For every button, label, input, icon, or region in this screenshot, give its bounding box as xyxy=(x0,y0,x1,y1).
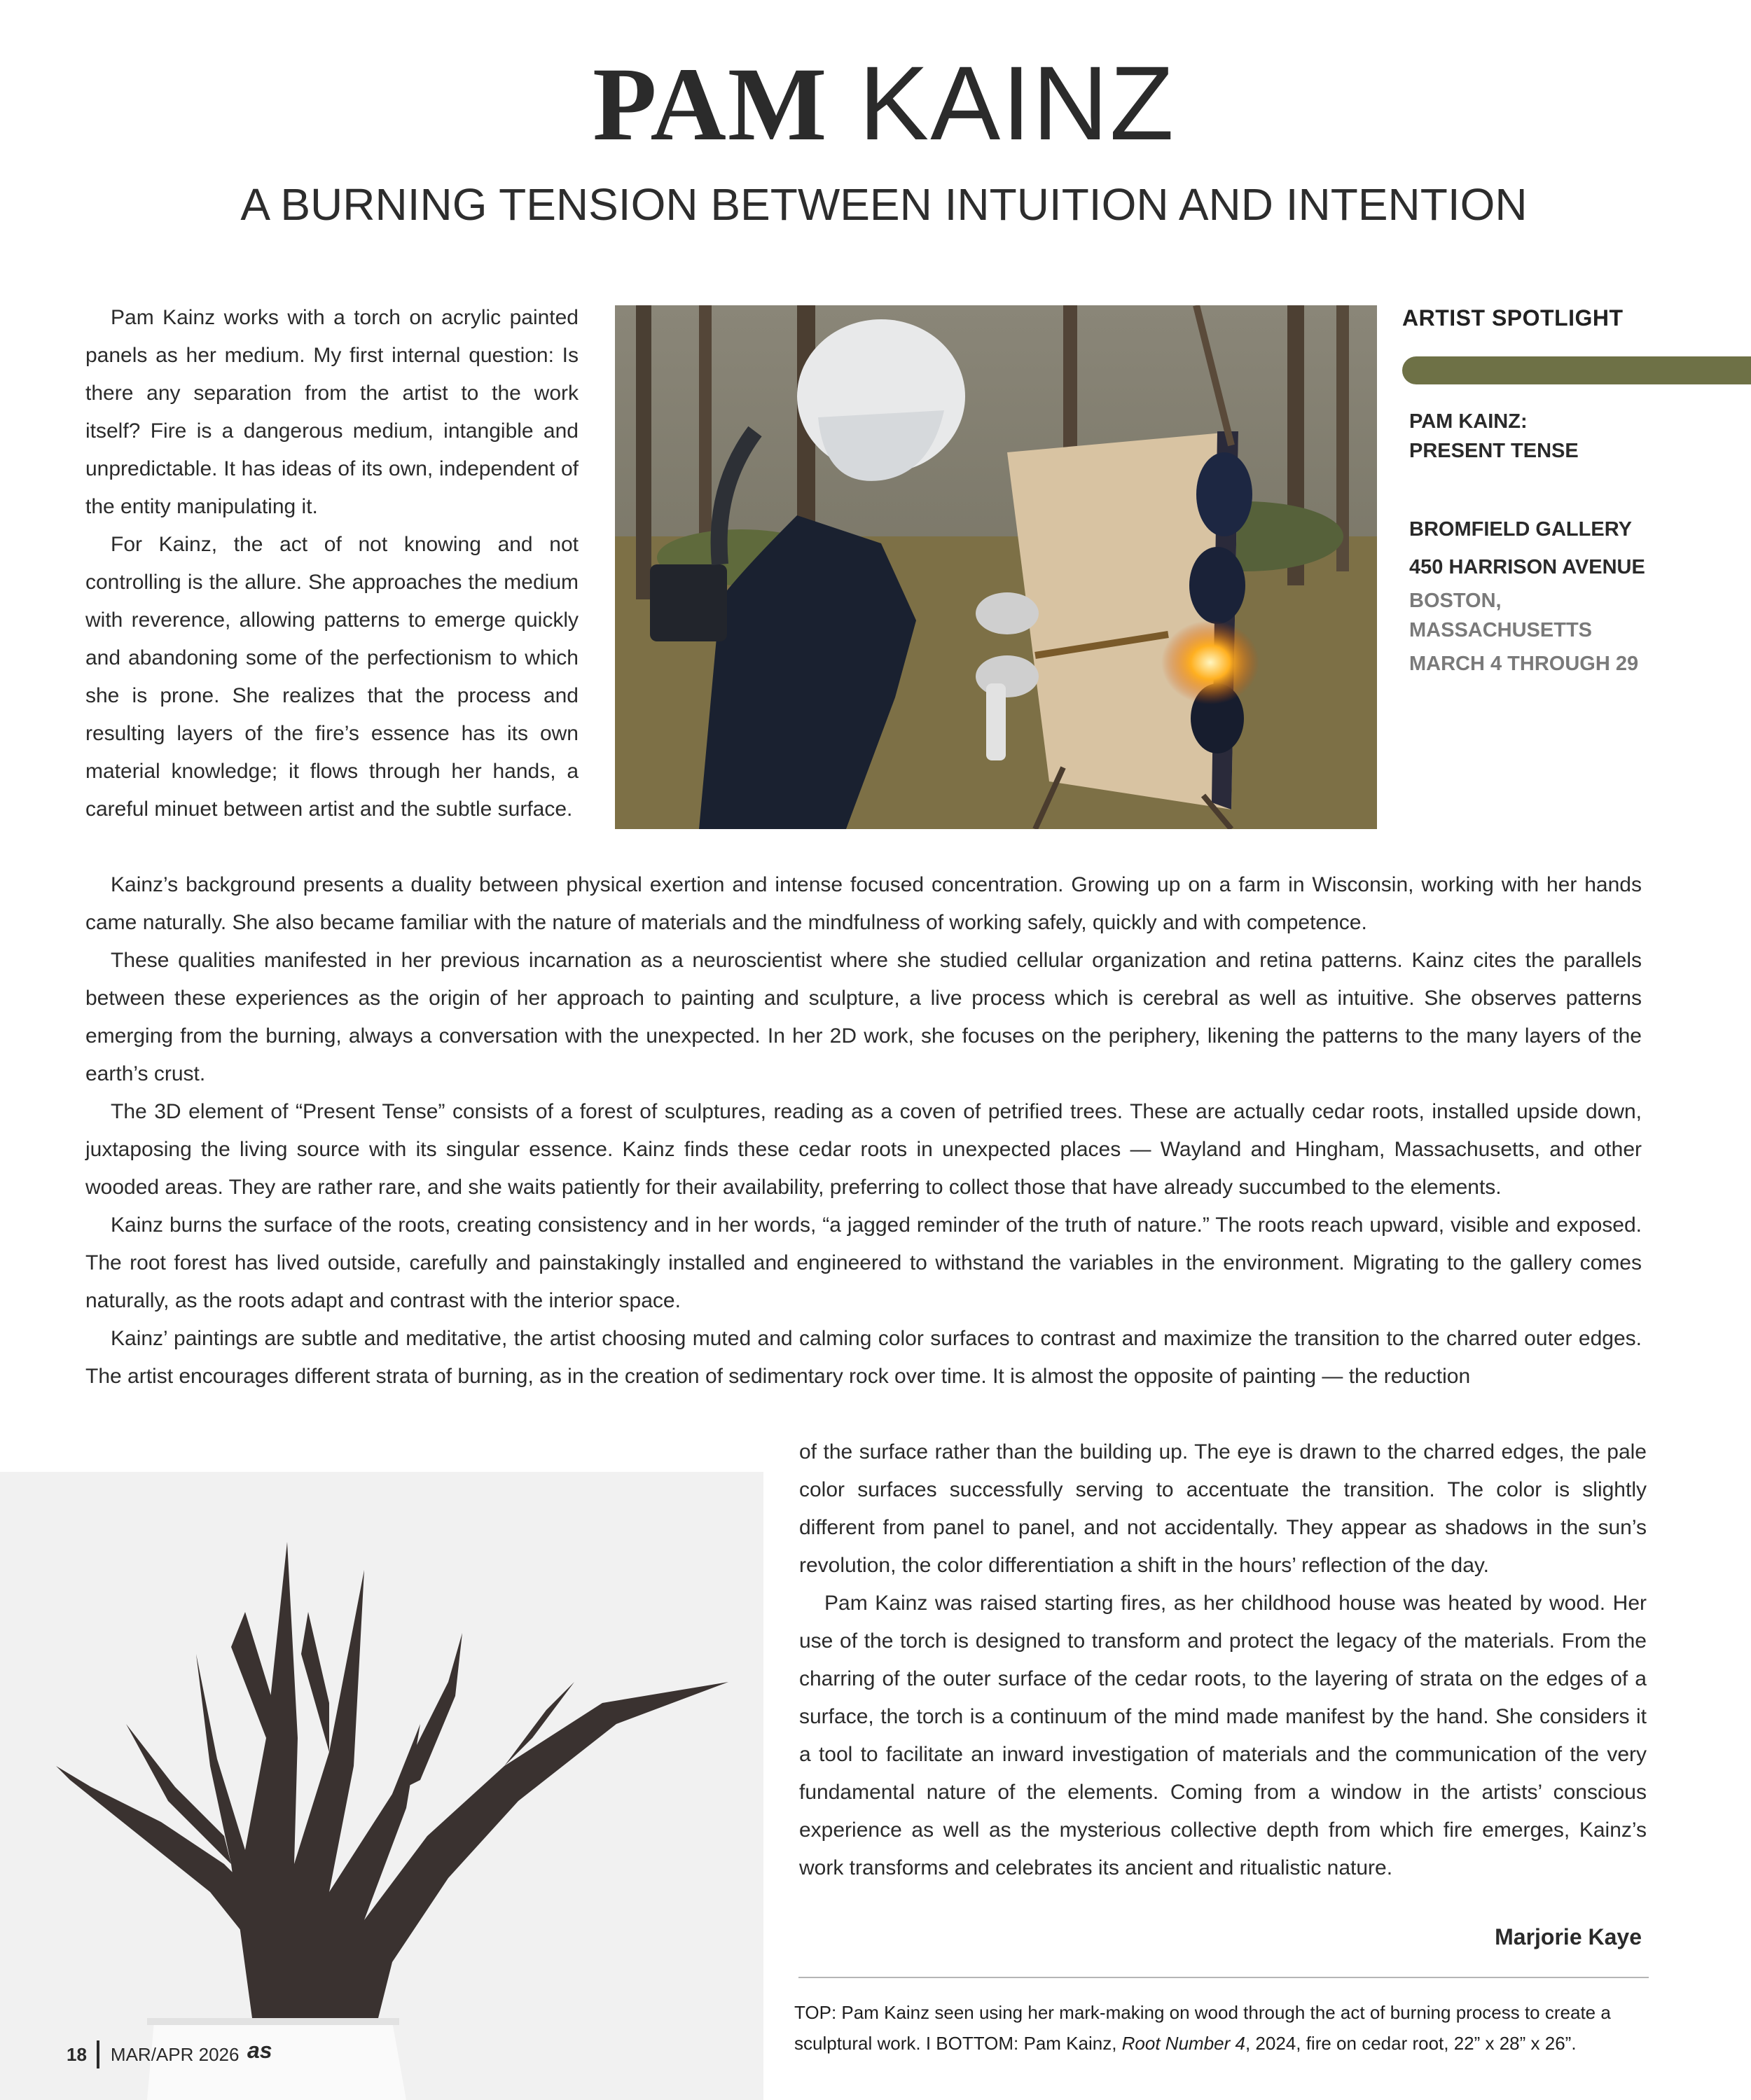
article-column-full xyxy=(85,866,1642,1396)
paragraph: Kainz’ paintings are subtle and meditative, the artist choosing muted and calming color surfaces to contrast and maximize the transition to the charred outer edges. The artist encourages different strata of burning, as in the creation of sedimentary rock over time. It is almost the opposite of painting — the reduction xyxy=(85,1327,1642,1388)
page-footer xyxy=(67,2038,284,2071)
issue-date: MAR/APR 2026 xyxy=(110,2044,240,2065)
paragraph: The 3D element of “Present Tense” consists of a forest of sculptures, reading as a coven of petrified trees. These are actually cedar roots, installed upside down, juxtaposing the living source with its singular essence. Kainz finds these cedar roots in unexpected places — Wayland and Hingham, Massachusetts, and other wooded areas. They are rather rare, and she waits patiently for their availability, preferring to collect those that have already succumbed to the elements. xyxy=(85,1100,1642,1199)
exhibition-title-line: PAM KAINZ: xyxy=(1409,410,1528,433)
venue-state: MASSACHUSETTS xyxy=(1409,619,1593,641)
caption-details: , 2024, fire on cedar root, 22” x 28” x 26”. xyxy=(1245,2033,1577,2054)
caption-artwork-title: Root Number 4 xyxy=(1121,2033,1245,2054)
artist-burning-photo xyxy=(615,305,1377,829)
page-number: 18 xyxy=(67,2044,87,2065)
magazine-logo-graphic xyxy=(247,2040,284,2061)
root-sculpture-illustration xyxy=(0,1472,763,2100)
paragraph: These qualities manifested in her previous incarnation as a neuroscientist where she studied cellular organization and retina patterns. Kainz cites the parallels between these experiences as the origin of her approach to painting and sculpture, a live process which is cerebral as well as intuitive. She observes patterns emerging from the burning, always a conversation with the unexpected. In her 2D work, she focuses on the periphery, likening the patterns to the many layers of the earth’s crust. xyxy=(85,949,1642,1085)
paragraph: of the surface rather than the building up. The eye is drawn to the charred edges, the pale color surfaces successfully serving to accentuate the transition. The color is slightly different from panel to panel, and not accidentally. They appear as shadows in the sun’s revolution, the color differentiation a shift in the hours’ reflection of the day. xyxy=(799,1440,1647,1577)
paragraph: Pam Kainz works with a torch on acrylic painted panels as her medium. My first internal question: Is there any separation from the artist to the work itself? Fire is a dangerous medium, intangible and unpredictable. It has ideas of its own, independent of the entity manipulating it. xyxy=(85,306,579,518)
sidebar-accent-bar xyxy=(1402,356,1751,384)
author-byline: Marjorie Kaye xyxy=(1495,1924,1642,1949)
photo-caption xyxy=(794,1997,1670,2059)
artist-burning-illustration xyxy=(615,305,1377,829)
magazine-logo xyxy=(247,2038,284,2071)
logo-lettering: as xyxy=(247,2040,273,2061)
title-first-name: PAM xyxy=(593,46,829,162)
article-column-right xyxy=(799,1433,1647,1887)
venue-name: BROMFIELD GALLERY xyxy=(1409,518,1632,541)
venue-address: 450 HARRISON AVENUE xyxy=(1409,556,1645,578)
paragraph: Pam Kainz was raised starting fires, as her childhood house was heated by wood. Her use of the torch is designed to transform and protect the legacy of the materials. From the charring of the outer surface of the cedar roots, to the layering of strata on the edges of a surface, the torch is a continuum of the mind made manifest by the hand. She considers it a tool to facilitate an inward investigation of materials and the communication of the very fundamental nature of the elements. Coming from a window in the artists’ conscious experience as well as the mysterious collective depth from which fire emerges, Kainz’s work transforms and celebrates its ancient and ritualistic nature. xyxy=(799,1592,1647,1879)
paragraph: For Kainz, the act of not knowing and not controlling is the allure. She approaches the medium with reverence, allowing patterns to emerge quickly and abandoning some of the perfectionism to which she is prone. She realizes that the process and resulting layers of the fire’s essence has its own material knowledge; it flows through her hands, a careful minuet between artist and the subtle surface. xyxy=(85,533,579,821)
footer-divider xyxy=(97,2040,99,2068)
sidebar-heading: ARTIST SPOTLIGHT xyxy=(1402,305,1624,331)
venue-city: BOSTON, xyxy=(1409,590,1502,612)
paragraph: Kainz burns the surface of the roots, creating consistency and in her words, “a jagged reminder of the truth of nature.” The roots reach upward, visible and exposed. The root forest has lived outside, carefully and painstakingly installed and engineered to withstand the variables in the environment. Migrating to the gallery comes naturally, as the roots adapt and contrast with the interior space. xyxy=(85,1214,1642,1312)
root-sculpture-photo xyxy=(0,1472,763,2100)
venue-info xyxy=(1409,510,1645,683)
paragraph: Kainz’s background presents a duality between physical exertion and intense focused concentration. Growing up on a farm in Wisconsin, working with her hands came naturally. She also became familiar with the nature of materials and the mindfulness of working safely, quickly and with competence. xyxy=(85,873,1642,934)
article-subtitle: A BURNING TENSION BETWEEN INTUITION AND INTENTION xyxy=(240,179,1528,230)
artist-spotlight-sidebar xyxy=(1402,299,1751,675)
page-title xyxy=(0,43,1751,164)
exhibition-dates: MARCH 4 THROUGH 29 xyxy=(1409,653,1639,675)
caption-divider xyxy=(798,1977,1649,1978)
title-last-name: KAINZ xyxy=(859,44,1175,162)
exhibition-title xyxy=(1409,407,1579,466)
caption-text: TOP: Pam Kainz seen using her mark-making on wood through the act of burning process to create a sculptural work. I BOTTOM: Pam Kainz, xyxy=(794,2002,1611,2054)
article-column-left xyxy=(85,299,579,828)
exhibition-title-line: PRESENT TENSE xyxy=(1409,440,1579,462)
